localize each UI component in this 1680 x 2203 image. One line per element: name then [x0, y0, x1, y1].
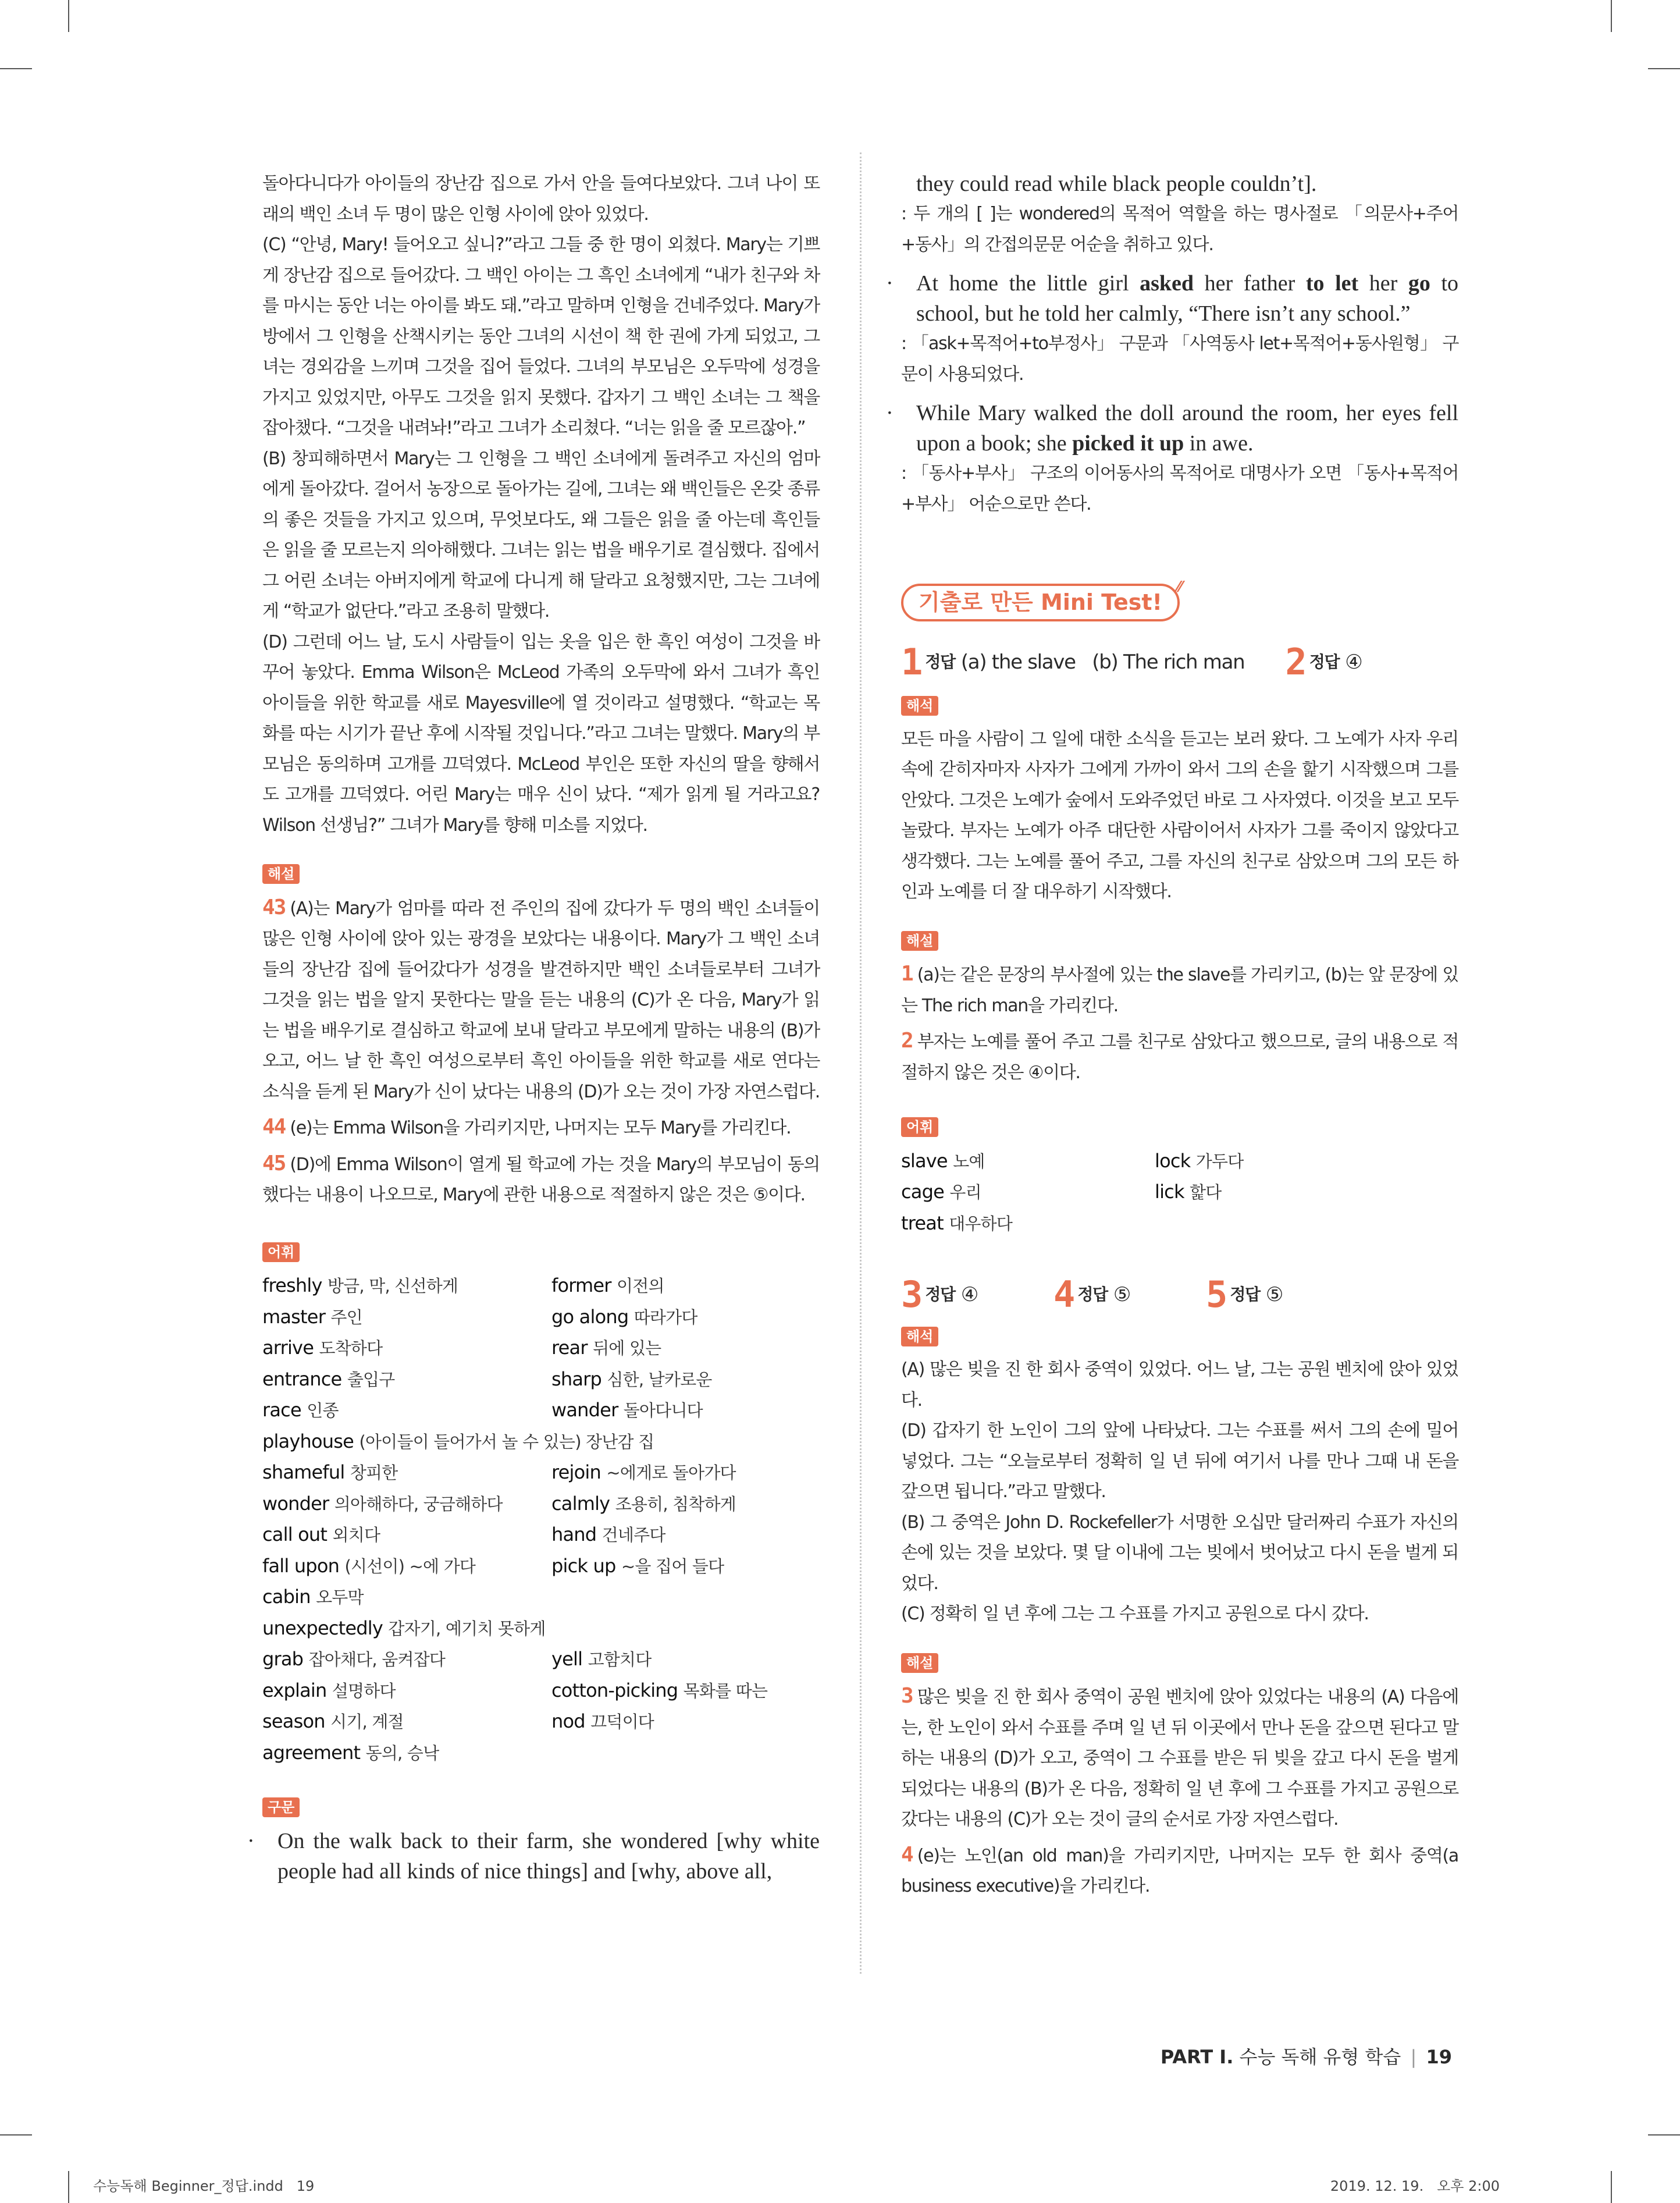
vocab-word: calmly	[551, 1492, 610, 1515]
vocab-word: nod	[551, 1710, 585, 1732]
vocab-meaning: ~에게로 돌아가다	[606, 1463, 736, 1483]
question-number: 2	[901, 1029, 913, 1053]
page-number: 19	[1426, 2046, 1452, 2068]
note-text: (D)에 Emma Wilson이 열게 될 학교에 가는 것을 Mary의 부모님이 동의했다는 내용이 나오므로, Mary에 관한 내용으로 적절하지 않은 것은 ⑤이다.	[262, 1154, 820, 1205]
crop-mark	[1611, 0, 1612, 32]
vocab-meaning: (아이들이 들어가서 놀 수 있는) 장난감 집	[359, 1431, 654, 1452]
vocab-meaning: 갑자기, 예기치 못하게	[388, 1618, 546, 1639]
vocab-word: race	[262, 1399, 301, 1421]
vocab-meaning: 노예	[953, 1151, 985, 1171]
vocab-meaning: 뒤에 있는	[593, 1338, 661, 1358]
vocab-word: lick	[1155, 1181, 1184, 1203]
vocab-word: wonder	[262, 1492, 329, 1515]
vocab-word: freshly	[262, 1274, 322, 1296]
vocab-entry	[551, 1644, 820, 1675]
vocab-meaning: 의아해하다, 궁금해하다	[334, 1494, 503, 1514]
vocab-word: pick up	[551, 1554, 616, 1577]
vocab-word: sharp	[551, 1367, 602, 1390]
syntax-text: On the walk back to their farm, she wondered [why white people had all kinds of nice things] and [why, above all,	[277, 1828, 820, 1884]
vocab-badge: 어휘	[901, 1117, 938, 1137]
left-column	[247, 169, 820, 1886]
note-text: 많은 빚을 진 한 회사 중역이 공원 벤치에 앉아 있었다는 내용의 (A) 다음에는, 한 노인이 와서 수표를 주며 일 년 뒤 이곳에서 만나 돈을 갚으면 된다고 말하는 내용의 (D)가 오고, 중역이 그 수표를 받은 뒤 빚을 갚고 다시 돈을 벌게 되었다는 내용의 (B)가 온 다음, 정확히 일 년 후에 그 수표를 가지고 공원으로 갔다는 내용의 (C)가 오는 것이 글의 순서로 가장 자연스럽다.	[901, 1687, 1458, 1829]
question-number: 3	[901, 1684, 913, 1708]
explanation-badge: 해설	[262, 864, 300, 884]
vocab-word: cotton-picking	[551, 1679, 678, 1701]
right-column	[886, 169, 1459, 1902]
vocab-entry	[901, 1146, 1155, 1177]
vocab-word: playhouse	[262, 1430, 354, 1452]
footer-divider: |	[1410, 2046, 1417, 2068]
explanation-badge: 해설	[901, 931, 938, 951]
vocab-entry	[1155, 1146, 1458, 1177]
vocab-meaning: 오두막	[316, 1587, 364, 1607]
vocab-entry	[262, 1270, 551, 1302]
syntax-bold: to let	[1305, 271, 1359, 296]
vocab-entry	[262, 1395, 551, 1426]
note-text: (A)는 Mary가 엄마를 따라 전 주인의 집에 갔다가 두 명의 백인 소녀들이 많은 인형 사이에 앉아 있는 광경을 보았다는 내용이다. Mary가 그 백인 소녀들의 장난감 집에 들어갔다가 성경을 발견하지만 백인 소녀들로부터 그녀가 그것을 읽는 법을 알지 못한다는 말을 듣는 내용의 (C)가 온 다음, Mary가 읽는 법을 배우기로 결심하고 학교에 보내 달라고 부모에게 말하는 내용의 (B)가 오고, 어느 날 한 흑인 여성으로부터 흑인 아이들을 위한 학교를 새로 연다는 소식을 듣게 된 Mary가 신이 났다는 내용의 (D)가 오는 것이 가장 자연스럽다.	[262, 898, 820, 1102]
syntax-text: While Mary walked the doll around the room, her eyes fell upon a book; she	[916, 401, 1458, 456]
vocab-entry	[551, 1333, 820, 1364]
vocab-entry	[551, 1457, 820, 1488]
explanation-header	[262, 858, 820, 889]
vocab-meaning: 우리	[949, 1182, 981, 1202]
syntax-bold: go	[1408, 271, 1430, 296]
print-slug-date: 2019. 12. 19. 오후 2:00	[1330, 2178, 1500, 2194]
vocab-entry	[262, 1333, 551, 1364]
mini-test-title	[901, 578, 1182, 621]
vocab-meaning: 핥다	[1190, 1182, 1222, 1202]
explanation-note	[901, 1026, 1458, 1088]
vocab-meaning: 건네주다	[601, 1525, 665, 1545]
vocab-entry	[551, 1488, 820, 1520]
translation-header	[901, 1321, 1458, 1352]
syntax-text: to school, but he told her calmly, “There isn’t any school.”	[916, 271, 1459, 326]
syntax-header	[262, 1792, 820, 1822]
vocab-list	[901, 1146, 1458, 1239]
print-slug-file: 수능독해 Beginner_정답.indd 19	[93, 2178, 315, 2194]
vocab-entry	[262, 1644, 551, 1675]
vocab-meaning: 시기, 계절	[330, 1712, 404, 1732]
question-number: 44	[262, 1115, 286, 1139]
vocab-word: cabin	[262, 1586, 311, 1608]
vocab-word: lock	[1155, 1149, 1191, 1172]
vocab-meaning: 따라가다	[633, 1307, 697, 1327]
syntax-sentence	[247, 1826, 820, 1886]
vocab-list	[262, 1270, 820, 1768]
vocab-word: go along	[551, 1305, 629, 1328]
vocab-meaning: ~을 집어 들다	[621, 1556, 724, 1576]
question-number: 2	[1285, 640, 1304, 683]
vocab-entry	[901, 1208, 1458, 1239]
vocab-word: call out	[262, 1523, 328, 1545]
vocab-meaning: 외치다	[332, 1525, 380, 1545]
vocab-word: former	[551, 1274, 611, 1296]
vocab-entry	[262, 1613, 820, 1644]
note-text: (a)는 같은 문장의 부사절에 있는 the slave를 가리키고, (b)는 앞 문장에 있는 The rich man을 가리킨다.	[901, 965, 1458, 1016]
vocab-meaning: 도착하다	[319, 1338, 383, 1358]
answer-row	[901, 1273, 1458, 1316]
explanation-note	[262, 893, 820, 1108]
crop-mark	[1611, 2171, 1612, 2203]
vocab-meaning: 끄덕이다	[590, 1712, 654, 1732]
vocab-meaning: 심한, 날카로운	[607, 1369, 712, 1390]
crop-mark	[0, 68, 32, 69]
syntax-bold: asked	[1140, 271, 1194, 296]
vocab-meaning: 잡아채다, 움켜잡다	[308, 1650, 446, 1669]
crop-mark	[68, 2171, 69, 2203]
vocab-meaning: 창피한	[350, 1463, 398, 1483]
syntax-badge: 구문	[262, 1797, 300, 1817]
vocab-entry	[551, 1270, 820, 1302]
vocab-entry	[262, 1364, 551, 1395]
vocab-word: hand	[551, 1523, 597, 1545]
bullet-icon: ·	[886, 271, 894, 296]
vocab-entry	[262, 1488, 551, 1520]
vocab-word: treat	[901, 1211, 944, 1234]
vocab-word: entrance	[262, 1367, 342, 1390]
translation-para-c: (C) 정확히 일 년 후에 그는 그 수표를 가지고 공원으로 다시 갔다.	[901, 1604, 1369, 1624]
vocab-word: cage	[901, 1181, 945, 1203]
answer-label: 정답	[1230, 1285, 1260, 1304]
question-number: 4	[901, 1842, 913, 1867]
translation-para-d: (D) 그런데 어느 날, 도시 사람들이 입는 옷을 입은 한 흑인 여성이 그것을 바꾸어 놓았다. Emma Wilson은 McLeod 가족의 오두막에 와서 그녀가 흑인 아이들을 위한 학교를 새로 Mayesville에 열 것이라고 설명했다. “학교는 목화를 따는 시기가 끝난 후에 시작될 것입니다.”라고 그녀는 말했다. Mary의 부모님은 동의하며 고개를 끄덕였다. McLeod 부인은 또한 자신의 딸을 향해서도 고개를 끄덕였다. 어린 Mary는 매우 신이 났다. “제가 읽게 될 거라고요? Wilson 선생님?” 그녀가 Mary를 향해 미소를 지었다.	[262, 631, 820, 836]
vocab-entry	[551, 1302, 820, 1333]
syntax-sentence	[886, 268, 1459, 329]
vocab-entry	[262, 1302, 551, 1333]
syntax-note: : 두 개의 [ ]는 wondered의 목적어 역할을 하는 명사절로 「의문사+주어+동사」의 간접의문문 어순을 취하고 있다.	[901, 204, 1458, 255]
crop-mark	[0, 2134, 32, 2136]
translation-para-a: (A) 많은 빚을 진 한 회사 중역이 있었다. 어느 날, 그는 공원 벤치에 앉아 있었다.	[901, 1359, 1458, 1410]
note-text: 부자는 노예를 풀어 주고 그를 친구로 삼았다고 했으므로, 글의 내용으로 적절하지 않은 것은 ④이다.	[901, 1032, 1458, 1083]
answer-text: ⑤	[1265, 1283, 1283, 1306]
vocab-entry	[551, 1706, 820, 1737]
answer-text: ④	[1345, 650, 1362, 674]
crop-mark	[1648, 2134, 1680, 2136]
syntax-note: : 「동사+부사」 구조의 이어동사의 목적어로 대명사가 오면 「동사+목적어+부사」 어순으로만 쓴다.	[901, 463, 1458, 514]
vocab-word: unexpectedly	[262, 1616, 383, 1639]
answer-label: 정답	[1077, 1285, 1108, 1304]
question-number: 1	[901, 640, 920, 683]
answer-label: 정답	[1309, 652, 1340, 671]
translation-story: 모든 마을 사람이 그 일에 대한 소식을 듣고는 보러 왔다. 그 노예가 사자 우리 속에 갇히자마자 사자가 그에게 가까이 와서 그의 손을 핥기 시작했으며 그를 안았다. 그것은 노예가 숲에서 도와주었던 바로 그 사자였다. 이것을 보고 모두 놀랐다. 부자는 노예가 아주 대단한 사람이어서 사자가 그를 죽이지 않았다고 생각했다. 그는 노예를 풀어 주고, 그를 자신의 친구로 삼았으며 그의 모든 하인과 노예를 더 잘 대우하기 시작했다.	[901, 729, 1458, 902]
vocab-word: wander	[551, 1399, 618, 1421]
explanation-note	[262, 1149, 820, 1211]
sparkle-icon: ⁄⁄	[1177, 578, 1182, 596]
vocab-entry	[262, 1519, 551, 1551]
explanation-note	[901, 959, 1458, 1021]
vocab-word: explain	[262, 1679, 327, 1701]
explanation-note	[262, 1112, 820, 1144]
vocab-meaning: 설명하다	[332, 1680, 396, 1701]
syntax-sentence	[886, 398, 1458, 459]
syntax-text: her	[1358, 271, 1408, 296]
crop-mark	[1648, 68, 1680, 69]
translation-intro: 돌아다니다가 아이들의 장난감 집으로 가서 안을 들여다보았다. 그녀 나이 또래의 백인 소녀 두 명이 많은 인형 사이에 앉아 있었다.	[262, 173, 820, 225]
vocab-meaning: 고함치다	[588, 1650, 652, 1669]
question-number: 5	[1206, 1273, 1225, 1316]
vocab-entry	[262, 1675, 551, 1707]
mini-test-label: 기출로 만든 Mini Test!	[919, 589, 1162, 615]
vocab-word: fall upon	[262, 1554, 340, 1577]
explanation-note	[901, 1681, 1458, 1835]
question-number: 1	[901, 962, 913, 986]
vocab-meaning: 주인	[330, 1307, 362, 1327]
syntax-note: : 「ask+목적어+to부정사」 구문과 「사역동사 let+목적어+동사원형」 구문이 사용되었다.	[901, 333, 1458, 385]
question-number: 4	[1053, 1273, 1072, 1316]
syntax-bold: picked it up	[1072, 431, 1184, 456]
question-number: 45	[262, 1151, 286, 1175]
vocab-meaning: 동의, 승낙	[365, 1743, 439, 1763]
translation-badge: 해석	[901, 696, 938, 716]
answer-text: (a) the slave (b) The rich man	[960, 650, 1245, 674]
vocab-meaning: 목화를 따는	[683, 1680, 768, 1701]
translation-para-c: (C) “안녕, Mary! 들어오고 싶니?”라고 그들 중 한 명이 외쳤다. Mary는 기쁘게 장난감 집으로 들어갔다. 그 백인 아이는 그 흑인 소녀에게 “내가 친구와 차를 마시는 동안 너는 아이를 봐도 돼.”라고 말하며 인형을 건네주었다. Mary가 방에서 그 인형을 산책시키는 동안 그녀의 시선이 책 한 권에 가게 되었고, 그녀는 경외감을 느끼며 그것을 집어 들었다. 그녀의 부모님은 오두막에 성경을 가지고 있었지만, 아무도 그것을 읽지 못했다. 갑자기 그 백인 소녀는 그 책을 잡아챘다. “그것을 내려놔!”라고 그녀가 소리쳤다. “너는 읽을 줄 모르잖아.”	[262, 234, 820, 438]
answer-label: 정답	[925, 652, 955, 671]
note-text: (e)는 노인(an old man)을 가리키지만, 나머지는 모두 한 회사 중역(a business executive)을 가리킨다.	[901, 1845, 1458, 1896]
bullet-icon: ·	[886, 401, 894, 425]
vocab-meaning: 조용히, 침착하게	[615, 1494, 736, 1514]
vocab-meaning: 돌아다니다	[623, 1401, 703, 1420]
vocab-entry	[551, 1675, 820, 1707]
page-footer	[1161, 2042, 1452, 2069]
translation-para-b: (B) 그 중역은 John D. Rockefeller가 서명한 오십만 달러짜리 수표가 자신의 손에 있는 것을 보았다. 몇 달 이내에 그는 빚에서 벗어났고 다시 돈을 벌게 되었다.	[901, 1512, 1458, 1594]
answer-text: ④	[960, 1283, 978, 1306]
vocab-word: yell	[551, 1648, 583, 1670]
explanation-badge: 해설	[901, 1653, 938, 1673]
vocab-meaning: 방금, 막, 신선하게	[327, 1276, 458, 1296]
vocab-entry	[262, 1582, 820, 1613]
translation-header	[901, 690, 1458, 721]
vocab-entry	[551, 1551, 820, 1582]
part-label: PART Ⅰ.	[1160, 2046, 1234, 2068]
answer-label: 정답	[925, 1285, 955, 1304]
translation-para-b: (B) 창피해하면서 Mary는 그 인형을 그 백인 소녀에게 돌려주고 자신의 엄마에게 돌아갔다. 걸어서 농장으로 돌아가는 길에, 그녀는 왜 백인들은 온갖 종류의 좋은 것들을 가지고 있으며, 무엇보다도, 왜 그들은 읽을 줄 아는데 흑인들은 읽을 줄 모르는지 의아해했다. 그녀는 읽는 법을 배우기로 결심했다. 집에서 그 어린 소녀는 아버지에게 학교에 다니게 해 달라고 요청했지만, 그는 그녀에게 “학교가 없단다.”라고 조용히 말했다.	[262, 448, 820, 621]
syntax-continued: they could read while black people couldn’t].	[916, 172, 1317, 196]
explanation-header	[901, 1647, 1458, 1678]
vocab-entry	[262, 1426, 820, 1458]
column-separator	[860, 152, 862, 1974]
vocab-entry	[262, 1737, 820, 1769]
vocab-word: shameful	[262, 1461, 345, 1483]
vocab-entry	[551, 1519, 820, 1551]
bullet-icon: ·	[247, 1828, 255, 1853]
answer-row	[901, 640, 1458, 683]
question-number: 3	[901, 1273, 920, 1316]
vocab-word: agreement	[262, 1741, 361, 1764]
vocab-meaning: 이전의	[617, 1276, 664, 1296]
vocab-word: grab	[262, 1648, 304, 1670]
vocab-entry	[262, 1551, 551, 1582]
vocab-badge: 어휘	[262, 1242, 300, 1262]
vocab-entry	[1155, 1177, 1458, 1208]
vocab-entry	[262, 1706, 551, 1737]
vocab-meaning: 가두다	[1195, 1151, 1244, 1171]
vocab-word: season	[262, 1710, 325, 1732]
vocab-header	[262, 1236, 820, 1267]
vocab-entry	[551, 1395, 820, 1426]
vocab-entry	[262, 1457, 551, 1488]
syntax-text: At home the little girl	[916, 271, 1140, 296]
vocab-word: slave	[901, 1149, 948, 1172]
vocab-word: rear	[551, 1337, 588, 1359]
syntax-text: her father	[1194, 271, 1306, 296]
translation-badge: 해석	[901, 1327, 938, 1346]
vocab-entry	[901, 1177, 1155, 1208]
translation-para-d: (D) 갑자기 한 노인이 그의 앞에 나타났다. 그는 수표를 써서 그의 손에 밀어 넣었다. 그는 “오늘로부터 정확히 일 년 뒤에 여기서 나를 만나 그때 내 돈을 갚으면 됩니다.”라고 말했다.	[901, 1420, 1459, 1502]
syntax-text: in awe.	[1184, 431, 1254, 456]
vocab-word: arrive	[262, 1337, 314, 1359]
vocab-word: rejoin	[551, 1461, 601, 1483]
crop-mark	[68, 0, 69, 32]
vocab-meaning: 인종	[307, 1401, 339, 1420]
vocab-meaning: 대우하다	[949, 1213, 1013, 1234]
vocab-header	[901, 1111, 1458, 1142]
vocab-meaning: (시선이) ~에 가다	[344, 1556, 476, 1576]
explanation-header	[901, 925, 1458, 956]
vocab-entry	[551, 1364, 820, 1395]
vocab-meaning: 출입구	[347, 1369, 395, 1390]
vocab-word: master	[262, 1305, 326, 1328]
answer-text: ⑤	[1113, 1283, 1131, 1306]
note-text: (e)는 Emma Wilson을 가리키지만, 나머지는 모두 Mary를 가리킨다.	[290, 1118, 791, 1138]
question-number: 43	[262, 895, 286, 919]
explanation-note	[901, 1840, 1458, 1902]
section-title: 수능 독해 유형 학습	[1239, 2046, 1401, 2068]
